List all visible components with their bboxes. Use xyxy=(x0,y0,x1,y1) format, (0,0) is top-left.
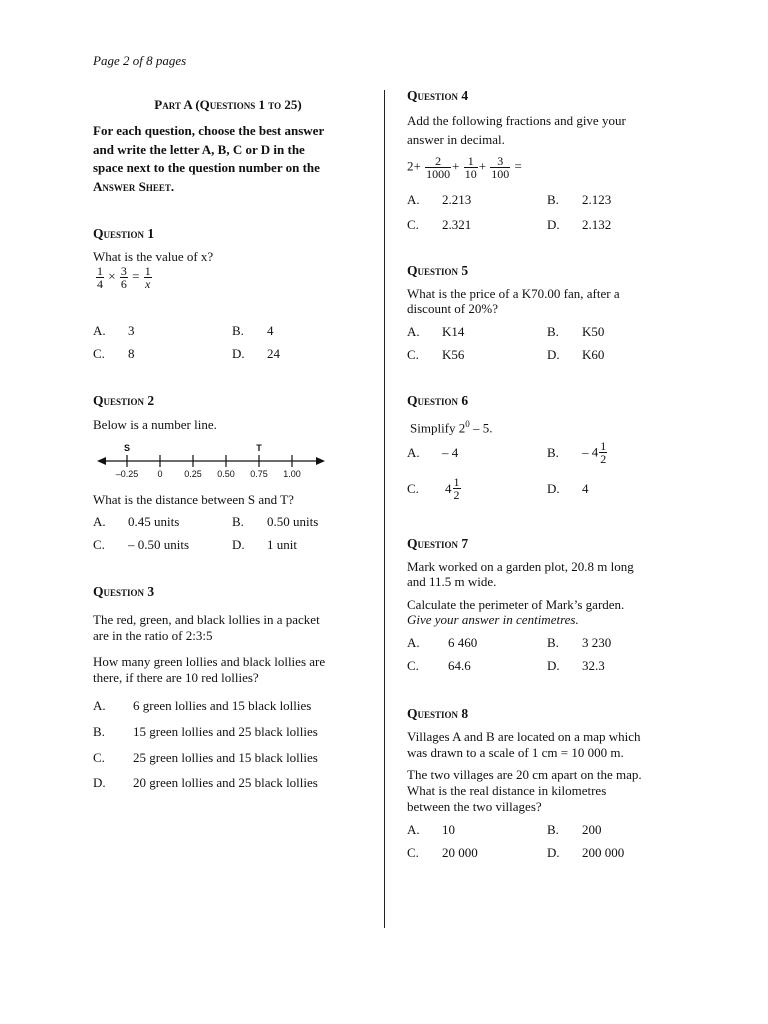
q7-text: and 11.5 m wide. xyxy=(407,574,497,589)
q7-text: Mark worked on a garden plot, 20.8 m long xyxy=(407,559,634,574)
q2-option-c: C. – 0.50 units xyxy=(93,537,190,552)
q7-option-d: D. 32.3 xyxy=(547,658,605,673)
q1-option-d: D. 24 xyxy=(232,346,280,361)
frac-den: x xyxy=(145,277,151,291)
part-title: Part A (Questions 1 to 25) xyxy=(154,97,302,112)
frac-num: 1 xyxy=(464,155,478,168)
number-line-tick-label: –0.25 xyxy=(115,469,139,479)
q8-option-a: A. 10 xyxy=(407,822,455,837)
column-divider xyxy=(384,90,385,928)
q3-option-b: B. 15 green lollies and 25 black lollies xyxy=(93,724,318,739)
q8-text: between the two villages? xyxy=(407,799,542,814)
instructions xyxy=(93,122,355,196)
q8-option-c: C. 20 000 xyxy=(407,845,478,860)
q5-option-a: A. K14 xyxy=(407,324,465,339)
q5-text: What is the price of a K70.00 fan, after a xyxy=(407,286,620,301)
q7-heading: Question 7 xyxy=(407,536,469,551)
q4-option-a: A. 2.213 xyxy=(407,192,472,207)
q4-option-c: C. 2.321 xyxy=(407,217,472,232)
frac-num: 2 xyxy=(425,155,451,168)
number-line-tick-label: 0.75 xyxy=(250,469,268,479)
instructions-line: and write the letter A, B, C or D in the xyxy=(93,141,305,157)
q5-text: discount of 20%? xyxy=(407,301,498,316)
q6-option-b: B. – 4 $\frac{1}{2}$ xyxy=(547,439,607,466)
frac-num: 3 xyxy=(120,264,127,278)
q2-option-b: B. 0.50 units xyxy=(232,514,319,529)
q5-heading: Question 5 xyxy=(407,263,469,278)
q7-option-a: A. 6 460 xyxy=(407,635,478,650)
q4-option-b: B. 2.123 xyxy=(547,192,612,207)
frac-den: 4 xyxy=(97,277,103,291)
q7-text: Calculate the perimeter of Mark’s garden. xyxy=(407,597,625,612)
q8-heading: Question 8 xyxy=(407,706,469,721)
q1-option-a: A. 3 xyxy=(93,323,135,338)
q8-text: was drawn to a scale of 1 cm = 10 000 m. xyxy=(407,745,624,760)
q8-text: Villages A and B are located on a map which xyxy=(407,729,641,744)
number-line-point-label: S xyxy=(123,443,131,453)
times-sign: × xyxy=(108,268,116,284)
q7-option-b: B. 3 230 xyxy=(547,635,612,650)
q3-text: there, if there are 10 red lollies? xyxy=(93,670,259,685)
q8-text: What is the real distance in kilometres xyxy=(407,783,607,798)
q4-expression: 2+ $\frac{2}{1000}$ + $\frac{1}{10}$ + $\frac{3}{100}$ = xyxy=(407,154,522,181)
number-line-point-label: T xyxy=(256,443,262,453)
number-line xyxy=(93,438,333,482)
frac-num: 1 xyxy=(453,475,460,489)
q8-option-b: B. 200 xyxy=(547,822,602,837)
q6-heading: Question 6 xyxy=(407,393,469,408)
frac-num: 1 xyxy=(144,264,151,278)
q1-option-b: B. 4 xyxy=(232,323,274,338)
q4-text: Add the following fractions and give your xyxy=(407,113,626,128)
q1-prompt: What is the value of x? xyxy=(93,249,214,264)
frac-den: 6 xyxy=(120,277,127,291)
q6-option-a: A. – 4 xyxy=(407,445,459,460)
q3-heading: Question 3 xyxy=(93,584,155,599)
q4-option-d: D. 2.132 xyxy=(547,217,612,232)
number-line-tick-label: 0.50 xyxy=(217,469,235,479)
frac-num: 1 xyxy=(600,439,607,453)
q5-option-c: C. K56 xyxy=(407,347,465,362)
q4-text: answer in decimal. xyxy=(407,132,505,147)
frac-num: 3 xyxy=(490,155,510,168)
q5-option-b: B. K50 xyxy=(547,324,605,339)
q5-option-d: D. K60 xyxy=(547,347,605,362)
right-arrow-icon xyxy=(316,457,325,465)
equals-sign: = xyxy=(132,268,140,284)
left-arrow-icon xyxy=(97,457,106,465)
q3-text: How many green lollies and black lollies are xyxy=(93,654,326,669)
q6-option-d: D. 4 xyxy=(547,481,589,496)
q1-equation xyxy=(95,265,153,290)
q3-option-a: A. 6 green lollies and 15 black lollies xyxy=(93,698,312,713)
q8-option-d: D. 200 000 xyxy=(547,845,625,860)
q7-option-c: C. 64.6 xyxy=(407,658,471,673)
frac-den: 2 xyxy=(453,488,460,502)
q2-prompt: Below is a number line. xyxy=(93,417,217,432)
page-number: Page 2 of 8 pages xyxy=(93,53,187,68)
number-line-tick-label: 0 xyxy=(157,469,163,479)
frac-den: 10 xyxy=(464,167,477,181)
number-line-tick-label: 0.25 xyxy=(184,469,202,479)
frac-den: 100 xyxy=(491,167,510,181)
q2-option-a: A. 0.45 units xyxy=(93,514,180,529)
number-line-tick-label: 1.00 xyxy=(283,469,301,479)
q3-option-d: D. 20 green lollies and 25 black lollies xyxy=(93,775,318,790)
q6-option-c: C. 4 $\frac{1}{2}$ xyxy=(407,475,460,502)
instructions-line: space next to the question number on the xyxy=(93,160,320,175)
q1-option-c: C. 8 xyxy=(93,346,135,361)
instructions-line: For each question, choose the best answer xyxy=(93,123,325,138)
q2-question: What is the distance between S and T? xyxy=(93,492,294,507)
frac-den: 1000 xyxy=(426,167,451,181)
q3-text: The red, green, and black lollies in a packet xyxy=(93,612,320,627)
q2-heading: Question 2 xyxy=(93,393,155,408)
q1-heading: Question 1 xyxy=(93,226,155,241)
frac-den: 2 xyxy=(600,452,607,466)
frac-num: 1 xyxy=(97,264,103,278)
q4-heading: Question 4 xyxy=(407,88,469,103)
q6-prompt: Simplify $2^0 - 5$. xyxy=(410,419,493,436)
q3-option-c: C. 25 green lollies and 15 black lollies xyxy=(93,750,318,765)
q3-text: are in the ratio of 2:3:5 xyxy=(93,628,213,643)
instructions-line: Answer Sheet. xyxy=(93,178,175,194)
q7-text: Give your answer in centimetres. xyxy=(407,612,579,627)
q8-text: The two villages are 20 cm apart on the map. xyxy=(407,767,642,782)
q2-option-d: D. 1 unit xyxy=(232,537,297,552)
